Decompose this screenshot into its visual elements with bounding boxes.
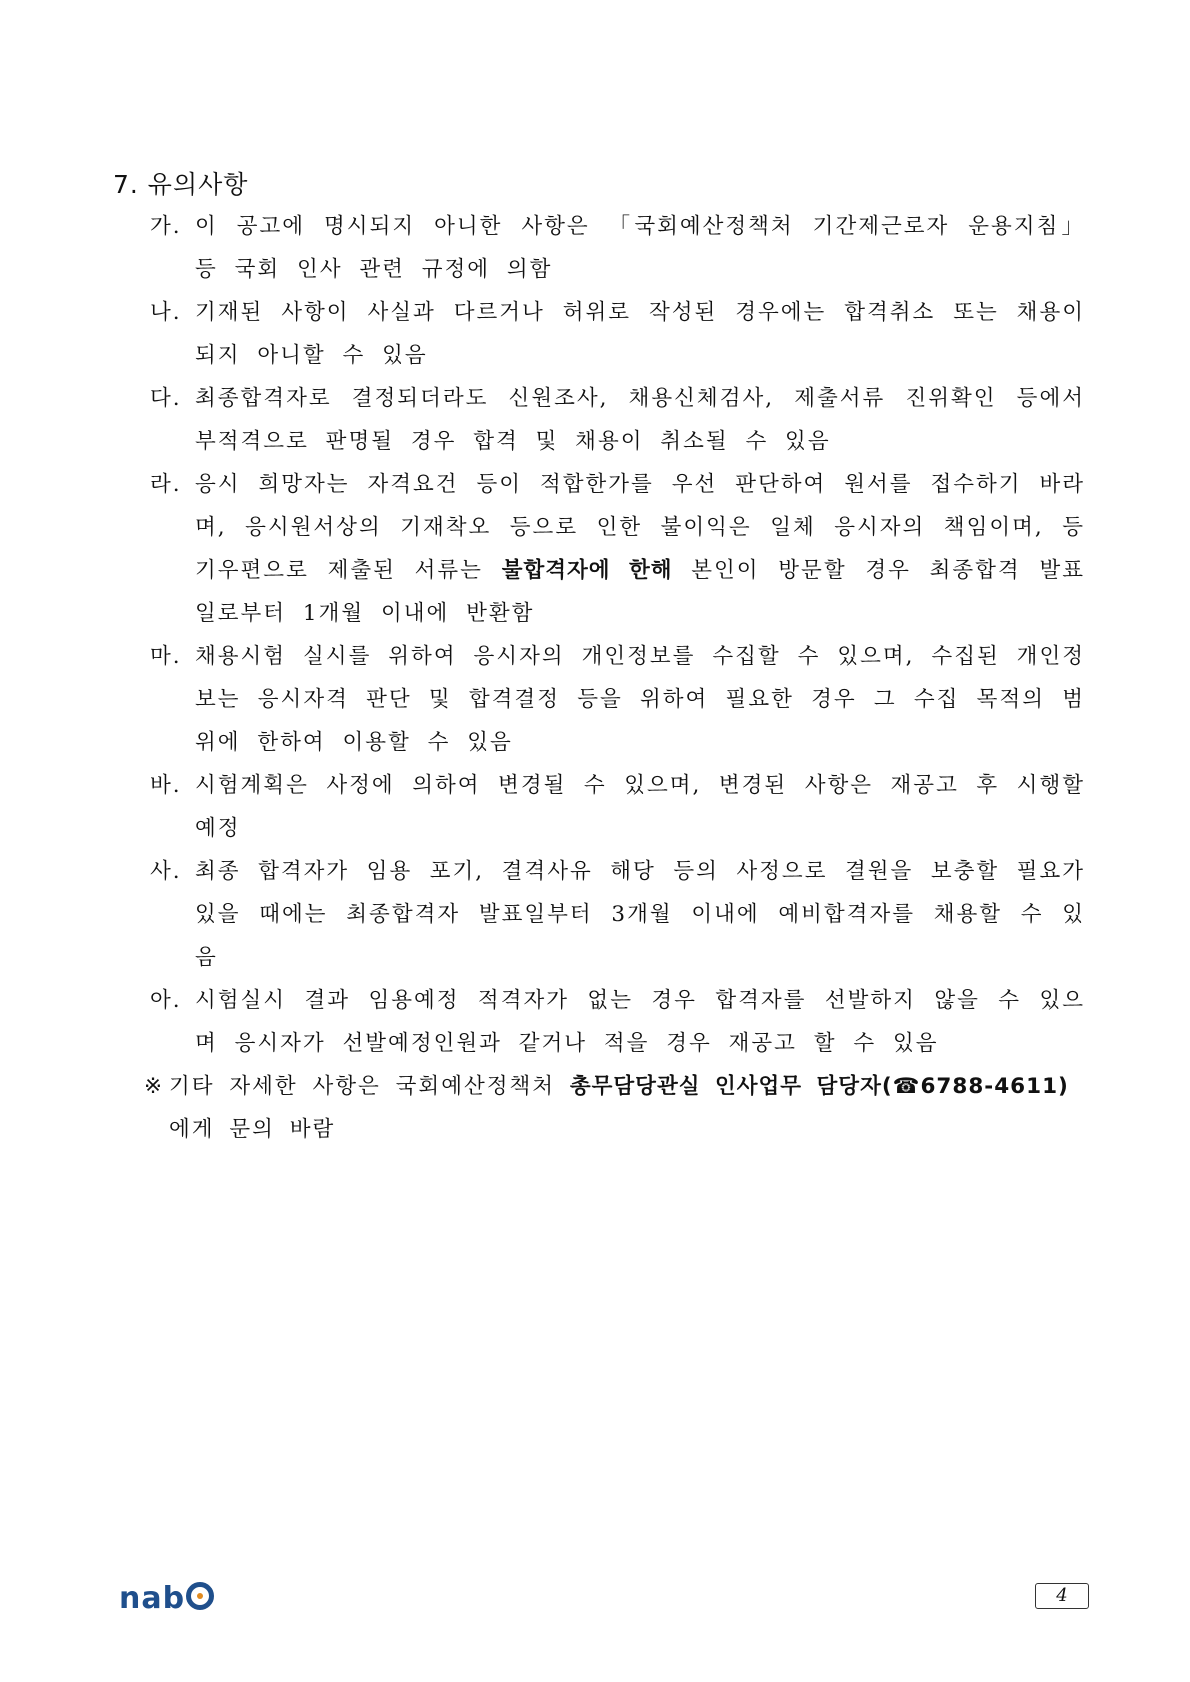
page-number: 4 (1035, 1583, 1089, 1609)
nabo-logo (119, 1580, 214, 1616)
item-marker: 바. (150, 773, 182, 798)
item-text: 시험실시 결과 임용예정 적격자가 없는 경우 합격자를 선발하지 않을 수 있으며 응시자가 선발예정인원과 같거나 적을 경우 재공고 할 수 있음 (195, 988, 1085, 1056)
list-item (150, 764, 1085, 850)
list-item (150, 205, 1085, 291)
item-marker: 아. (150, 988, 182, 1013)
item-marker: 다. (150, 386, 182, 411)
logo-o-icon (186, 1582, 214, 1610)
list-item (150, 850, 1085, 979)
item-text: 이 공고에 명시되지 아니한 사항은 「국회예산정책처 기간제근로자 운용지침」 등 국회 인사 관련 규정에 의함 (195, 214, 1085, 282)
list-item (150, 979, 1085, 1065)
note-text: 에게 문의 바람 (169, 1117, 336, 1142)
item-text: 채용시험 실시를 위하여 응시자의 개인정보를 수집할 수 있으며, 수집된 개인정보는 응시자격 판단 및 합격결정 등을 위하여 필요한 경우 그 수집 목적의 범위에 한하여 이용할 수 있음 (195, 644, 1085, 755)
note-marker: ※ (144, 1074, 165, 1099)
item-text: 최종 합격자가 임용 포기, 결격사유 해당 등의 사정으로 결원을 보충할 필요가 있을 때에는 최종합격자 발표일부터 3개월 이내에 예비합격자를 채용할 수 있음 (195, 859, 1085, 970)
item-marker: 라. (150, 472, 182, 497)
note-bold-text: 총무담당관실 인사업무 담당자(☎6788-4611) (569, 1074, 1069, 1099)
list-item (150, 291, 1085, 377)
contact-note (144, 1065, 1085, 1151)
item-text: 기재된 사항이 사실과 다르거나 허위로 작성된 경우에는 합격취소 또는 채용이 되지 아니할 수 있음 (195, 300, 1085, 368)
notice-list (144, 205, 1085, 1151)
item-marker: 가. (150, 214, 182, 239)
item-marker: 나. (150, 300, 182, 325)
section-heading: 7. 유의사항 (113, 170, 249, 199)
item-text: 응시 희망자는 자격요건 등이 적합한가를 우선 판단하여 원서를 접수하기 바라며, 응시원서상의 기재착오 등으로 인한 불이익은 일체 응시자의 책임이며, 등기우편으로 제출된 서류는 (195, 472, 1085, 583)
list-item (150, 463, 1085, 635)
item-marker: 사. (150, 859, 182, 884)
list-item (150, 377, 1085, 463)
item-marker: 마. (150, 644, 182, 669)
item-text: 본인이 방문할 경우 최종합격 발표일로부터 1개월 이내에 반환함 (195, 558, 1085, 626)
list-item (150, 635, 1085, 764)
item-text: 최종합격자로 결정되더라도 신원조사, 채용신체검사, 제출서류 진위확인 등에서 부적격으로 판명될 경우 합격 및 채용이 취소될 수 있음 (195, 386, 1085, 454)
item-bold-text: 불합격자에 한해 (501, 558, 673, 583)
item-text: 시험계획은 사정에 의하여 변경될 수 있으며, 변경된 사항은 재공고 후 시행할 예정 (195, 773, 1085, 841)
logo-text: nab (119, 1581, 186, 1616)
note-text: 기타 자세한 사항은 국회예산정책처 (169, 1074, 570, 1099)
